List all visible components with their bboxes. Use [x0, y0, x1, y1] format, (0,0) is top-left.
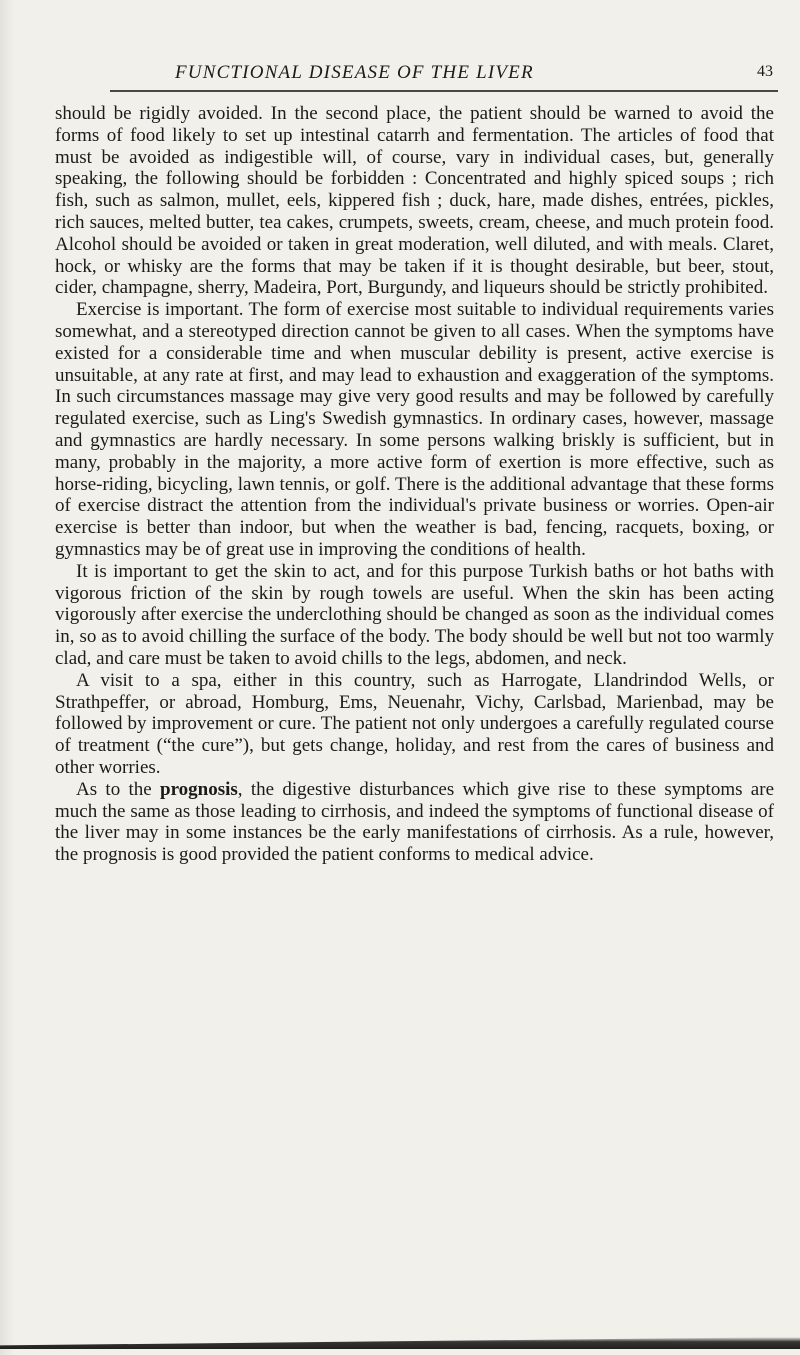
- prognosis-lead-text: As to the: [76, 778, 160, 800]
- prognosis-keyword: prognosis: [160, 778, 238, 800]
- page-header: [55, 62, 775, 88]
- running-title: FUNCTIONAL DISEASE OF THE LIVER: [175, 62, 534, 83]
- paragraph-skin: It is important to get the skin to act, and for this purpose Turkish baths or hot baths with vigorous friction of the skin by rough towels are useful. When the skin has been acting vigorously after exercise the underclothing should be changed as soon as the individual comes in, so as to avoid chilling the surface of the body. The body should be well but not too warmly clad, and care must be taken to avoid chills to the legs, abdomen, and neck.: [55, 560, 774, 669]
- prognosis-rest-text: , the digestive disturbances which give rise to these symptoms are much the same as those leading to cirrhosis, and indeed the symptoms of functional disease of the liver may in some instances be the early manifestations of cirrhosis. As a rule, however, the prognosis is good provided the patient conforms to medical advice.: [55, 778, 774, 866]
- page-bottom-edge: [0, 1337, 800, 1349]
- paragraph-spa: A visit to a spa, either in this country, such as Harrogate, Llandrindod Wells, or Strathpeffer, or abroad, Homburg, Ems, Neuenahr, Vichy, Carlsbad, Marienbad, may be followed by improvement or cure. The patient not only undergoes a carefully regulated course of treatment (“the cure”), but gets change, holiday, and rest from the cares of business and other worries.: [55, 669, 774, 778]
- paragraph-diet: should be rigidly avoided. In the second place, the patient should be warned to avoid the forms of food likely to set up intestinal catarrh and fermentation. The articles of food that must be avoided as indigestible will, of course, vary in individual cases, but, generally speaking, the following should be forbidden : Concentrated and highly spiced soups ; rich fish, such as salmon, mullet, eels, kippered fish ; duck, hare, made dishes, entrées, pickles, rich sauces, melted butter, tea cakes, crumpets, sweets, cream, cheese, and much protein food. Alcohol should be avoided or taken in great moderation, well diluted, and with meals. Claret, hock, or whisky are the forms that may be taken if it is thought desirable, but beer, stout, cider, champagne, sherry, Madeira, Port, Burgundy, and liqueurs should be strictly prohibited.: [55, 103, 774, 299]
- body-text: [55, 103, 774, 866]
- header-rule: [110, 90, 778, 92]
- page-number: 43: [757, 63, 773, 80]
- paragraph-prognosis: [55, 779, 774, 866]
- page-gutter-shadow: [0, 0, 14, 1355]
- paragraph-exercise: Exercise is important. The form of exercise most suitable to individual requirements varies somewhat, and a stereotyped direction cannot be given to all cases. When the symptoms have existed for a considerable time and when muscular debility is present, active exercise is unsuitable, at any rate at first, and may lead to exhaustion and exaggeration of the symptoms. In such circumstances massage may give very good results and may be followed by carefully regulated exercise, such as Ling's Swedish gymnastics. In ordinary cases, however, massage and gymnastics are hardly necessary. In some persons walking briskly is sufficient, but in many, probably in the majority, a more active form of exertion is more effective, such as horse-riding, bicycling, lawn tennis, or golf. There is the additional advantage that these forms of exercise distract the attention from the individual's private business or worries. Open-air exercise is better than indoor, but when the weather is bad, fencing, racquets, boxing, or gymnastics may be of great use in improving the conditions of health.: [55, 299, 774, 560]
